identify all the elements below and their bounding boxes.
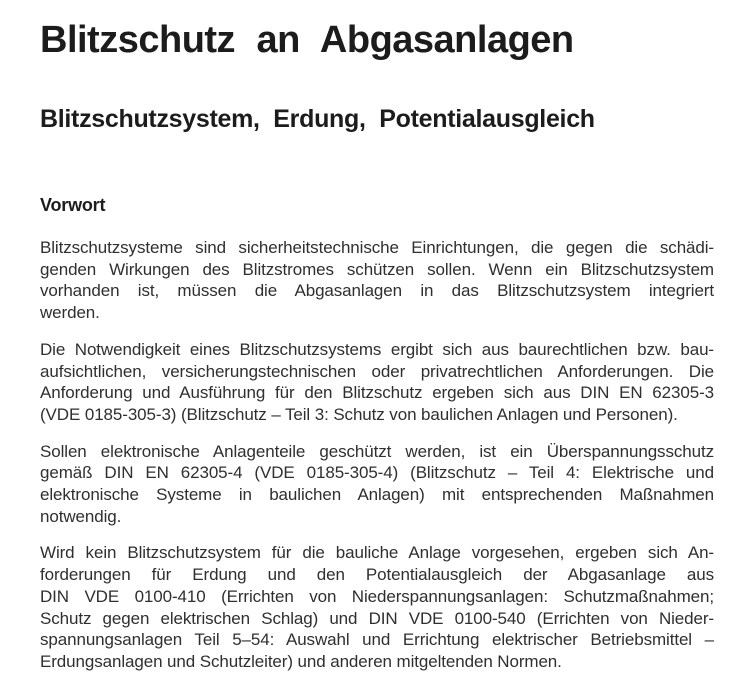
text-line: Schutz gegen elektrischen Schlag) und DIN VDE 0100-540 (Errichten von Nieder- — [40, 608, 714, 628]
document-subtitle: Blitzschutzsystem, Erdung, Potentialausgleich — [40, 105, 595, 133]
text-line: forderungen für Erdung und den Potentialausgleich der Abgasanlage aus — [40, 565, 714, 585]
text-line: vorhanden ist, müssen die Abgasanlagen in das Blitzschutzsystem integriert — [40, 281, 714, 301]
text-line: spannungsanlagen Teil 5–54: Auswahl und Errichtung elektrischer Betriebsmittel – — [40, 630, 714, 650]
paragraph-4 — [40, 542, 714, 672]
text-line: Wird kein Blitzschutzsystem für die bauliche Anlage vorgesehen, ergeben sich An- — [40, 543, 714, 563]
section-heading-vorwort: Vorwort — [40, 195, 106, 215]
text-line: (VDE 0185-305-3) (Blitzschutz – Teil 3: Schutz von baulichen Anlagen und Personen). — [40, 404, 678, 424]
text-line: genden Wirkungen des Blitzstromes schützen sollen. Wenn ein Blitzschutzsystem — [40, 259, 714, 279]
text-line: aufsichtlichen, versicherungstechnischen oder privatrechtlichen Anforderungen. Die — [40, 361, 714, 381]
text-line: elektronische Systeme in baulichen Anlagen) mit entsprechenden Maßnahmen — [40, 485, 714, 505]
paragraph-1 — [40, 237, 714, 324]
text-line: Die Notwendigkeit eines Blitzschutzsystems ergibt sich aus baurechtlichen bzw. bau- — [40, 339, 714, 359]
text-line: Anforderung und Ausführung für den Blitzschutz ergeben sich aus DIN EN 62305-3 — [40, 383, 714, 403]
text-line: werden. — [40, 303, 100, 323]
paragraph-3 — [40, 441, 714, 528]
text-line: DIN VDE 0100-410 (Errichten von Niederspannungsanlagen: Schutzmaßnahmen; — [40, 586, 714, 606]
text-line: Erdungsanlagen und Schutzleiter) und anderen mitgeltenden Normen. — [40, 651, 562, 671]
text-line: Blitzschutzsysteme sind sicherheitstechnische Einrichtungen, die gegen die schädi- — [40, 238, 714, 257]
text-line: Sollen elektronische Anlagenteile geschützt werden, ist ein Überspannungsschutz — [40, 441, 714, 461]
text-line: gemäß DIN EN 62305-4 (VDE 0185-305-4) (Blitzschutz – Teil 4: Elektrische und — [40, 463, 714, 483]
document-title: Blitzschutz an Abgasanlagen — [40, 19, 574, 61]
paragraph-2 — [40, 339, 714, 426]
text-line: notwendig. — [40, 506, 122, 526]
